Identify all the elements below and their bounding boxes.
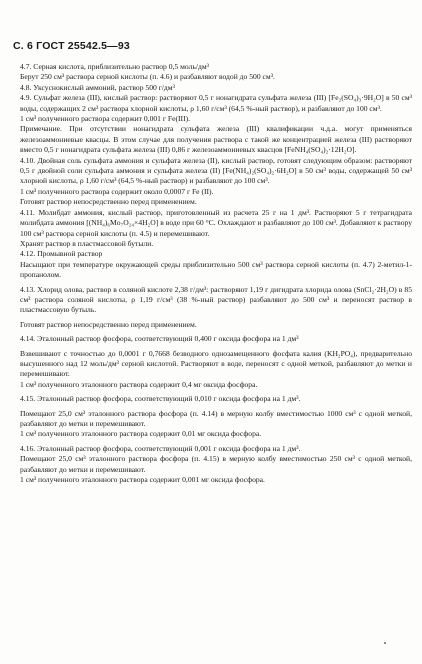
para-4-9: 4.9. Сульфат железа (III), кислый раствор: растворяют 0,5 г нонагидрата сульфата железа (III) [Fe₂(SO₄)₃·9H₂O] в 50 см³ воды, содержащих 2 см³ раствора хлорной кислоты, ρ 1,60 г/см³ (64,5 %-ный раствор), и разбавляют до 100 см³. (20, 93, 412, 113)
para-4-13-prep: Готовят раствор непосредственно перед применением. (20, 319, 197, 329)
para-4-10: 4.10. Двойная соль сульфата аммония и сульфата железа (II), кислый раствор, готовят следующим образом: растворяют 0,5 г двойной соли сульфата аммония и сульфата железа (II) [Fe(NH₄)₂(SO₄)₂·6H₂O] в 50 см³ воды, содержащей 50 см³ хлорной кислоты, ρ 1,60 г/см³ (64,5 %-ный раствор) и разбавляют до 100 см³. (20, 155, 412, 186)
para-4-16-note: 1 см³ полученного эталонного раствора содержит 0,001 мг оксида фосфора. (20, 475, 265, 485)
para-4-12-title: 4.12. Промывной раствор (20, 249, 103, 259)
para-4-13: 4.13. Хлорид олова, раствор в соляной кислоте 2,38 г/дм³: растворяют 1,19 г дигидрата хлорида олова (SnCl₂·2H₂O) в 85 см³ раствора соляной кислоты, ρ 1,19 г/см³ (38 %-ный раствор) разбавляют до 500 см³ и переносят раствор в пластмассовую бутыль. (20, 284, 412, 315)
para-4-9-note: 1 см³ полученного раствора содержит 0,001 г Fe(III). (20, 114, 191, 124)
para-4-16-title: 4.16. Эталонный раствор фосфора, соответствующий 0,001 г оксида фосфора на 1 дм³. (20, 443, 301, 453)
para-4-15-body: Помещают 25,0 см³ эталонного раствора фосфора (п. 4.14) в мерную колбу вместимостью 1000 см³ с одной меткой, разбавляют до метки и перемешивают. (20, 408, 412, 428)
para-4-15-note: 1 см³ полученного эталонного раствора содержит 0,01 мг оксида фосфора. (20, 429, 262, 439)
scan-speck (384, 642, 386, 644)
para-4-15-title: 4.15. Эталонный раствор фосфора, соответствующий 0,010 г оксида фосфора на 1 дм³. (20, 394, 301, 404)
para-4-10-note: 1 см³ полученного раствора содержит около 0,0007 г Fe (II). (20, 186, 214, 196)
para-4-16-body: Помещают 25,0 см³ эталонного раствора фосфора (п. 4.15) в мерную колбу вместимостью 250 см³ с одной меткой, разбавляют до метки и перемешивают. (20, 454, 412, 474)
para-4-11: 4.11. Молибдат аммония, кислый раствор, приготовленный из расчета 25 г на 1 дм³. Растворяют 5 г тетрагидрата молибдата аммония [(NH₄)₆Mo₇O₂₄×4H₂O] в воде при 60 °С. Охлаждают и разбавляют до 100 см³. Добавляют к раствору 100 см³ раствора серной кислоты (п. 4.5) и перемешивают. (20, 207, 412, 238)
para-4-8: 4.8. Уксуснокислый аммоний, раствор 500 г/дм³ (20, 82, 175, 92)
para-4-11-storage: Хранят раствор в пластмассовой бутыли. (20, 238, 154, 248)
para-4-14-title: 4.14. Эталонный раствор фосфора, соответствующий 0,400 г оксида фосфора на 1 дм³ (20, 334, 299, 344)
para-4-14-body: Взвешивают с точностью до 0,0001 г 0,7668 безводного однозамещенного фосфата калия (KH₂PO₄), предварительно высушенного над 12 моль/дм³ серной кислотой. Растворяют в воде, переносят с одной меткой, разбавляют до метки и перемешивают. (20, 348, 412, 379)
page-header: С. 6 ГОСТ 25542.5—93 (13, 40, 130, 52)
para-4-10-prep: Готовят раствор непосредственно перед применением. (20, 197, 197, 207)
para-primechanie: Примечание. При отсутствии нонагидрата сульфата железа (III) квалификации ч.д.а. могут применяться железоаммониевые квасцы. В этом случае для получения раствора с такой же концентрацией железа (III) растворяют вместо 0,5 г нонагидрата сульфата железа (III) 0,86 г железоаммониевых квасцов [FeNH₄(SO₄)₂·12H₂O]. (20, 124, 412, 155)
document-body (20, 62, 412, 485)
para-4-7-title: 4.7. Серная кислота, приблизительно раствор 0,5 моль/дм³ (20, 62, 209, 71)
para-4-14-note: 1 см³ полученного эталонного раствора содержит 0,4 мг оксида фосфора. (20, 379, 258, 389)
para-4-7-body: Берут 250 см³ раствора серной кислоты (п. 4.6) и разбавляют водой до 500 см³. (20, 72, 275, 82)
para-4-12-body: Насыщают при температуре окружающей среды приблизительно 500 см³ раствора серной кислоты (п. 4.7) 2-метил-1-пропанолом. (20, 259, 412, 280)
